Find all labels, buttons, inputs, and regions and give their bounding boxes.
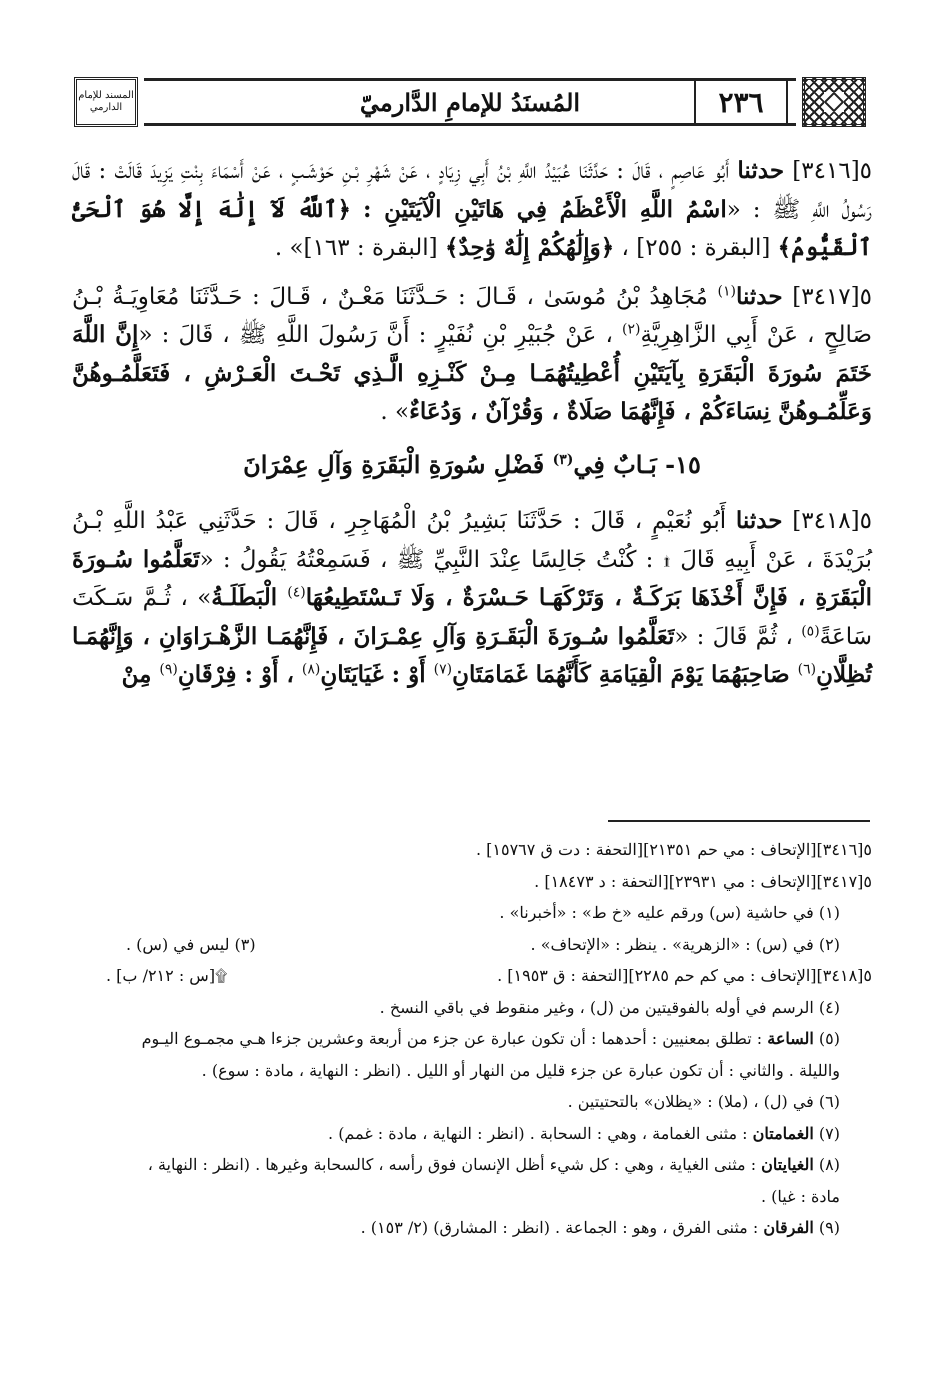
matn-5: أَوْ : غَيَايَتَانِ <box>320 661 434 688</box>
footnote-2: (٢) في (س) : «الزهرية» . ينظر : «الإتحاف» . <box>530 934 840 954</box>
matn-7: مِنْ <box>121 661 160 688</box>
footnotes <box>66 834 876 1244</box>
footnote-term: الساعة <box>767 1029 814 1048</box>
footnote-ref: (١) <box>717 282 736 299</box>
ornament-icon <box>824 92 844 112</box>
ayah-255: ﴿ٱللَّهُ لَآ إِلَٰهَ إِلَّا هُوَ ٱلْحَىُّ ٱلْقَيُّومُ﴾ <box>72 195 872 261</box>
footnote-5-cont: والليلة . والثاني : أن تكون عبارة عن جزء قليل من النهار أو الليل . (انظر : النهاية ، مادة : سوع) . <box>201 1060 840 1080</box>
footnote-ref: (٩) <box>159 661 178 678</box>
isnad-3: ، عَنْ جُبَيْرِ بْنِ نُفَيْرٍ : أَنَّ رَسُولَ اللَّهِ ﷺ ، قَالَ : « <box>138 322 623 348</box>
hadith-number: ٥[٣٤١٦] <box>792 158 873 184</box>
footnote-term: الغيايتان <box>761 1155 814 1174</box>
footnote-5: (٥) الساعة : تطلق بمعنيين : أحدهما : أن تكون عبارة عن جزء من أربعة وعشرين جزءا هـي مجمـوع اليـوم <box>141 1029 840 1048</box>
page-header <box>74 74 866 130</box>
footnote-ref: (٧) <box>433 661 453 678</box>
hadith-3417 <box>72 278 872 432</box>
isnad-2: عَنْ أَسْمَاءَ بِنْتِ يَزِيدَ قَالَتْ : قَالَ رَسُولُ اللَّهِ ﷺ : « <box>72 158 873 223</box>
footnote-9: (٩) الفرقان : مثنى الفرق ، وهو : الجماعة . (انظر : المشارق) (٢/ ١٥٣) . <box>360 1218 840 1237</box>
ayah-163: ﴿وَإِلَٰهُكُمْ إِلَٰهٌ وَٰحِدٌ﴾ <box>444 234 615 261</box>
footnote-text: : مثنى الغياية ، وهي : كل شيء أظل الإنسان فوق رأسه ، كالسحابة وغيرها . (انظر : النهاية ، <box>147 1155 762 1174</box>
note-3416: ٥[٣٤١٦][الإتحاف : مي حم ٢١٣٥١][التحفة : دت ق ١٥٧٦٧] . <box>475 840 872 859</box>
note-3418: ٥[٣٤١٨][الإتحاف : مي كم حم ٢٢٨٥][التحفة : ق ١٩٥٣] . <box>497 966 872 985</box>
closing: » . <box>380 399 410 425</box>
hadith-number: ٥[٣٤١٧] <box>792 283 873 310</box>
chapter-title: فَضْلِ سُورَةِ الْبَقَرَةِ وَآلِ عِمْرَانَ <box>243 449 553 479</box>
matn-6: ، أَوْ : فِرْقَانِ <box>177 661 302 688</box>
main-text <box>72 152 872 705</box>
footnote-text: : تطلق بمعنيين : أحدهما : أن تكون عبارة عن جزء من أربعة وعشرين جزءا هـي مجمـوع اليـوم <box>141 1029 768 1048</box>
footnote-ref: (٦) <box>797 661 817 678</box>
footnote-ref: (٥) <box>801 622 820 639</box>
isnad: مُجَاهِدُ بْنُ مُوسَىٰ ، قَـالَ : حَـدَّثَنَا مَعْـنٌ ، قَـالَ : حَـدَّثَنَا مُعَاوِيَـةُ بْـنُ <box>72 283 718 310</box>
footnote-8-cont: مادة : غيا) . <box>761 1186 840 1206</box>
ayah-ref: [البقرة : ٢٥٥] ، <box>614 235 778 261</box>
footnote-ref: (٨) <box>301 661 321 678</box>
footnote-6: (٦) في (ل) ، (ملا) : «يظلان» بالتحتيتين . <box>567 1092 840 1111</box>
footnote-term: الفرقان <box>763 1218 814 1237</box>
matn: تَعَلَّمُوا سُـورَةَ الْبَقَرَةِ ، فَإِنَّ أَخْذَهَا بَرَكَـةٌ ، وَتَرْكَهَـا حَـسْرَةٌ ، وَلَا تَـسْتَطِيعُهَا <box>72 545 872 611</box>
footnote-3: (٣) ليس في (س) . <box>126 934 256 954</box>
footnote-ref: (٣) <box>552 451 574 468</box>
narration: » ، ثُـمَّ سَـكَتَ سَاعَةً <box>72 585 872 650</box>
isnad-2: صَالِحٍ ، عَنْ أَبِي الزَّاهِرِيَّةِ <box>640 322 872 348</box>
footnote-8: (٨) الغيايتان : مثنى الغياية ، وهي : كل شيء أظل الإنسان فوق رأسه ، كالسحابة وغيرها . (انظر : النهاية ، <box>147 1155 840 1174</box>
seal-text: المسند للإمام الدارمي <box>78 90 134 113</box>
haddathana: حدثنا <box>735 507 783 534</box>
header-band <box>144 78 796 126</box>
hadith-3418 <box>72 502 872 695</box>
narration-2: ، ثُمَّ قَالَ : « <box>674 623 802 650</box>
isnad: أَبُو نُعَيْمٍ ، قَالَ : حَدَّثَنَا بَشِيرُ بْنُ الْمُهَاجِرِ ، قَالَ : حَدَّثَنِي عَبْدُ اللَّهِ بْـنُ بُرَيْدَةَ ، عَنْ أَبِيهِ قَالَ ۩ : كُنْتُ جَالِسًا عِنْدَ النَّبِيِّ ﷺ ، فَسَمِعْتُهُ يَقُولُ : « <box>72 508 872 573</box>
ayah-ref: [البقرة : ١٦٣]» . <box>274 235 445 261</box>
isnad: أَبُو عَاصِمٍ ، قَالَ : حَدَّثَنَا عُبَيْدُ اللَّهِ بْنُ أَبِي زِيَادٍ ، عَنْ شَهْرِ بْـنِ حَوْشَـبٍ ، <box>278 158 738 184</box>
chapter-heading <box>72 446 872 485</box>
matn-3: تَعَلَّمُوا سُـورَةَ الْبَقَـرَةِ وَآلِ عِمْـرَانَ ، فَإِنَّهُمَـا الزَّهْـرَاوَانِ ، وَإِنَّهُمَـا تُظِلَّانِ <box>72 622 872 688</box>
header-ornament <box>802 77 866 127</box>
footnote-4: (٤) الرسم في أوله بالفوقيتين من (ل) ، وغير منقوط في باقي النسخ . <box>379 997 840 1017</box>
footnote-ref: (٢) <box>622 321 641 338</box>
hadith-number: ٥[٣٤١٨] <box>792 508 873 534</box>
footnote-text: : مثنى الغمامة ، وهي : السحابة . (انظر : النهاية ، مادة : غمم) . <box>328 1123 753 1143</box>
footnote-7: (٧) الغمامتان : مثنى الغمامة ، وهي : السحابة . (انظر : النهاية ، مادة : غمم) . <box>328 1123 840 1143</box>
note-3417: ٥[٣٤١٧][الإتحاف : مي ٢٣٩٣١][التحفة : د ١٨٤٧٣] . <box>534 871 872 891</box>
note-row <box>66 960 876 992</box>
footnote-row <box>66 929 876 961</box>
publisher-seal <box>74 77 138 127</box>
footnote-divider <box>608 820 870 822</box>
haddathana: حدثنا <box>735 282 783 310</box>
hadith-3416 <box>72 152 872 268</box>
matn: إِنَّ اللَّهَ خَتَمَ سُورَةَ الْبَقَرَةِ بِآيَتَيْنِ أُعْطِيتُهُمَـا مِـنْ كَنْـزِهِ الَّـذِي تَحْـتَ الْعَـرْشِ ، فَتَعَلَّمُـوهُنَّ وَعَلِّمُـوهُنَّ نِسَاءَكُمْ ، فَإِنَّهُمَا صَلَاةٌ ، وَقُرْآنٌ ، وَدُعَاءٌ <box>72 321 872 425</box>
matn-2: الْبَطَلَـةُ <box>211 584 288 611</box>
running-title: المُسنَدُ للإمامِ الدَّارميّ <box>359 87 581 117</box>
footnote-1: (١) في حاشية (س) ورقم عليه «خ ط» : «أخبرنا» . <box>499 903 840 922</box>
haddathana: حدثنا <box>737 157 785 184</box>
footnote-term: الغمامتان <box>752 1123 814 1143</box>
matn: اسْمُ اللَّهِ الْأَعْظَمُ فِي هَاتَيْنِ الْآيَتَيْنِ : <box>363 195 727 223</box>
manuscript-folio: ۩[س : ٢١٢/ ب] . <box>106 966 228 985</box>
chapter-prefix: ١٥- بَـابٌ فِي <box>573 449 701 479</box>
page-number: ٢٣٦ <box>694 81 788 123</box>
footnote-ref: (٤) <box>287 584 306 601</box>
footnote-text: : مثنى الفرق ، وهو : الجماعة . (انظر : المشارق) (٢/ ١٥٣) . <box>360 1218 764 1237</box>
matn-4: صَاحِبَهُمَا يَوْمَ الْقِيَامَةِ كَأَنَّهُمَا غَمَامَتَانِ <box>452 661 798 688</box>
